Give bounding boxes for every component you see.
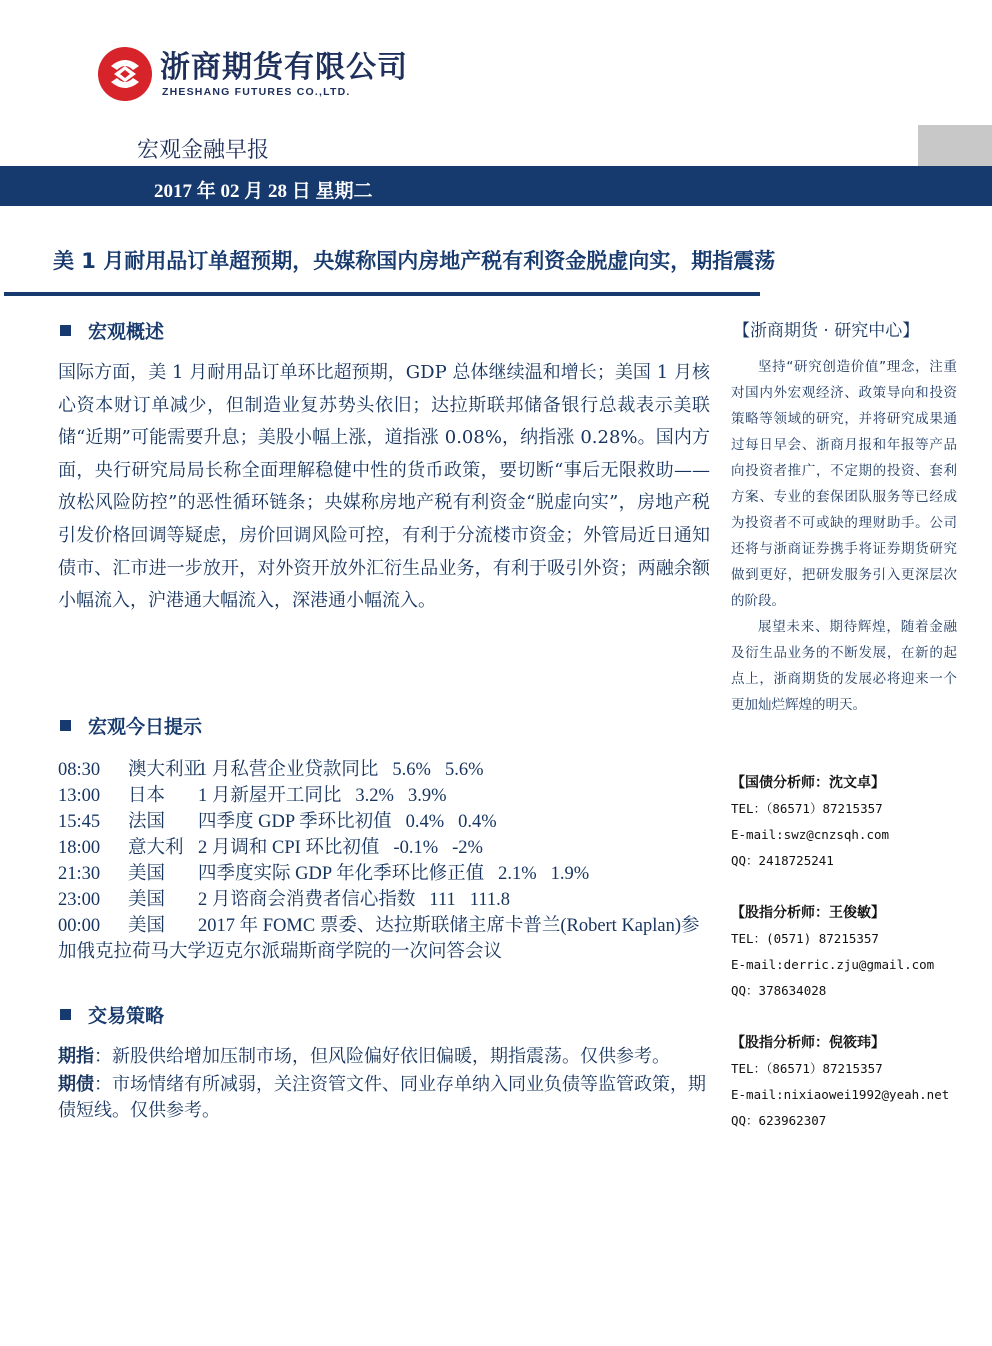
calendar-country: 法国: [128, 812, 166, 832]
calendar-country: 意大利: [128, 838, 184, 858]
research-center-title: 【浙商期货 · 研究中心】: [733, 321, 920, 341]
analyst-phone: TEL：(0571) 87215357: [731, 931, 879, 946]
economic-calendar: [58, 757, 718, 965]
analyst-email[interactable]: E-mail:swz@cnzsqh.com: [731, 827, 890, 842]
bullet-square-icon: [60, 720, 71, 731]
calendar-time: 08:30: [58, 760, 101, 780]
calendar-row: [58, 861, 718, 887]
calendar-prev-value: 5.6%: [392, 760, 431, 780]
calendar-event: 四季度 GDP 季环比初值: [198, 812, 392, 832]
analyst-title: 【国债分析师：沈文卓】: [731, 775, 885, 791]
calendar-forecast-value: 3.9%: [407, 786, 447, 806]
overview-paragraph: 国际方面，美 1 月耐用品订单环比超预期，GDP 总体继续温和增长；美国 1 月核心资本财订单减少，但制造业复苏势头依旧；达拉斯联邦储备银行总裁表示美联储“近期”可能需要升息；美股小幅上涨，道指涨 0.08%，纳指涨 0.28%。国内方面，央行研究局局长称全面理解稳健中性的货币政策，要切断“事后无限救助——放松风险防控”的恶性循环链条；央媒称房地产税有利资金“脱虚向实”，房地产税引发价格回调等疑虑，房价回调风险可控，有利于分流楼市资金；外管局近日通知债市、汇市进一步放开，对外资开放外汇衍生品业务，有利于吸引外资；两融余额小幅流入，沪港通大幅流入，深港通小幅流入。: [58, 362, 710, 612]
zheshang-logo-icon: [97, 46, 153, 102]
calendar-country: 美国: [128, 864, 166, 884]
analyst-card: [731, 770, 971, 874]
bullet-square-icon: [60, 325, 71, 336]
calendar-forecast-value: 5.6%: [444, 760, 484, 780]
headline-divider: [4, 292, 760, 296]
calendar-prev-value: 0.4%: [405, 812, 445, 832]
analyst-email[interactable]: E-mail:derric.zju@gmail.com: [731, 957, 935, 972]
calendar-row: [58, 757, 718, 783]
research-center-intro: 坚持“研究创造价值”理念，注重对国内外宏观经济、政策导向和投资策略等领域的研究，并将研究成果通过每日早会、浙商月报和年报等产品向投资者推广，不定期的投资、套利方案、专业的套保团队服务等已经成为投资者不可或缺的理财助手。公司还将与浙商证券携手将证券期货研究做到更好，把研发服务引入更深层次的阶段。: [731, 359, 957, 609]
calendar-forecast-value: 0.4%: [458, 812, 497, 832]
section-title-text: 交易策略: [88, 1005, 165, 1027]
analyst-qq: QQ：378634028: [731, 983, 827, 998]
calendar-row: [58, 887, 718, 913]
strategy-item: [58, 1072, 710, 1124]
section-title-calendar: [60, 712, 202, 739]
strategy-block: [58, 1044, 710, 1126]
calendar-time: 13:00: [58, 786, 101, 806]
research-center-outlook: 展望未来、期待辉煌，随着金融及衍生品业务的不断发展，在新的起点上，浙商期货的发展必将迎来一个更加灿烂辉煌的明天。: [731, 619, 957, 713]
headline: 美 1 月耐用品订单超预期，央媒称国内房地产税有利资金脱虚向实，期指震荡: [53, 249, 776, 273]
calendar-prev-value: 2.1%: [498, 864, 537, 884]
header-gray-tab: [918, 125, 992, 166]
calendar-prev-value: -0.1%: [393, 838, 439, 858]
calendar-row: [58, 783, 718, 809]
calendar-country: 美国: [128, 916, 166, 936]
calendar-prev-value: 111: [429, 890, 456, 910]
calendar-country: 美国: [128, 890, 166, 910]
calendar-row: [58, 835, 718, 861]
calendar-prev-value: 3.2%: [355, 786, 394, 806]
calendar-country: 日本: [128, 786, 166, 806]
report-date: 2017 年 02 月 28 日 星期二: [154, 181, 373, 202]
strategy-item: [58, 1044, 710, 1070]
analyst-email[interactable]: E-mail:nixiaowei1992@yeah.net: [731, 1087, 950, 1102]
section-title-text: 宏观概述: [88, 321, 165, 343]
calendar-country: 澳大利亚: [128, 760, 203, 780]
calendar-time: 23:00: [58, 890, 101, 910]
calendar-forecast-value: -2%: [452, 838, 483, 858]
analyst-title: 【股指分析师：倪筱玮】: [731, 1035, 885, 1051]
analyst-qq: QQ：623962307: [731, 1113, 827, 1128]
calendar-forecast-value: 1.9%: [550, 864, 590, 884]
calendar-event: 1 月新屋开工同比: [198, 786, 342, 806]
analyst-title: 【股指分析师：王俊敏】: [731, 905, 885, 921]
analyst-qq: QQ：2418725241: [731, 853, 834, 868]
company-name-cn: 浙商期货有限公司: [160, 50, 408, 85]
company-name-en: ZHESHANG FUTURES CO.,LTD.: [162, 86, 351, 98]
strategy-label: 期指: [58, 1046, 94, 1067]
section-title-overview: [60, 317, 164, 344]
report-name: 宏观金融早报: [137, 138, 270, 163]
strategy-text: ：市场情绪有所减弱，关注资管文件、同业存单纳入同业负债等监管政策，期债短线。仅供参考。: [58, 1074, 706, 1121]
calendar-time: 21:30: [58, 864, 101, 884]
analyst-phone: TEL：（86571）87215357: [731, 1061, 883, 1076]
calendar-row: [58, 809, 718, 835]
analyst-card: [731, 1030, 971, 1134]
calendar-time: 00:00: [58, 916, 101, 936]
calendar-forecast-value: 111.8: [469, 890, 511, 910]
strategy-text: ：新股供给增加压制市场，但风险偏好依旧偏暖，期指震荡。仅供参考。: [94, 1046, 670, 1067]
date-bar: [0, 166, 992, 206]
calendar-event: 2 月调和 CPI 环比初值: [198, 838, 380, 858]
strategy-label: 期债: [58, 1074, 94, 1095]
calendar-event: 四季度实际 GDP 年化季环比修正值: [198, 864, 485, 884]
section-title-strategy: [60, 1001, 164, 1028]
calendar-event: 2 月谘商会消费者信心指数: [198, 890, 416, 910]
calendar-time: 18:00: [58, 838, 101, 858]
analyst-card: [731, 900, 971, 1004]
calendar-event: 1 月私营企业贷款同比: [198, 760, 379, 780]
bullet-square-icon: [60, 1009, 71, 1020]
calendar-row: [58, 913, 718, 965]
section-title-text: 宏观今日提示: [88, 716, 203, 738]
calendar-event: 2017 年 FOMC 票委、达拉斯联储主席卡普兰(Robert Kaplan)参加俄克拉荷马大学迈克尔派瑞斯商学院的一次问答会议: [58, 916, 700, 962]
calendar-time: 15:45: [58, 812, 101, 832]
analyst-phone: TEL：（86571）87215357: [731, 801, 883, 816]
